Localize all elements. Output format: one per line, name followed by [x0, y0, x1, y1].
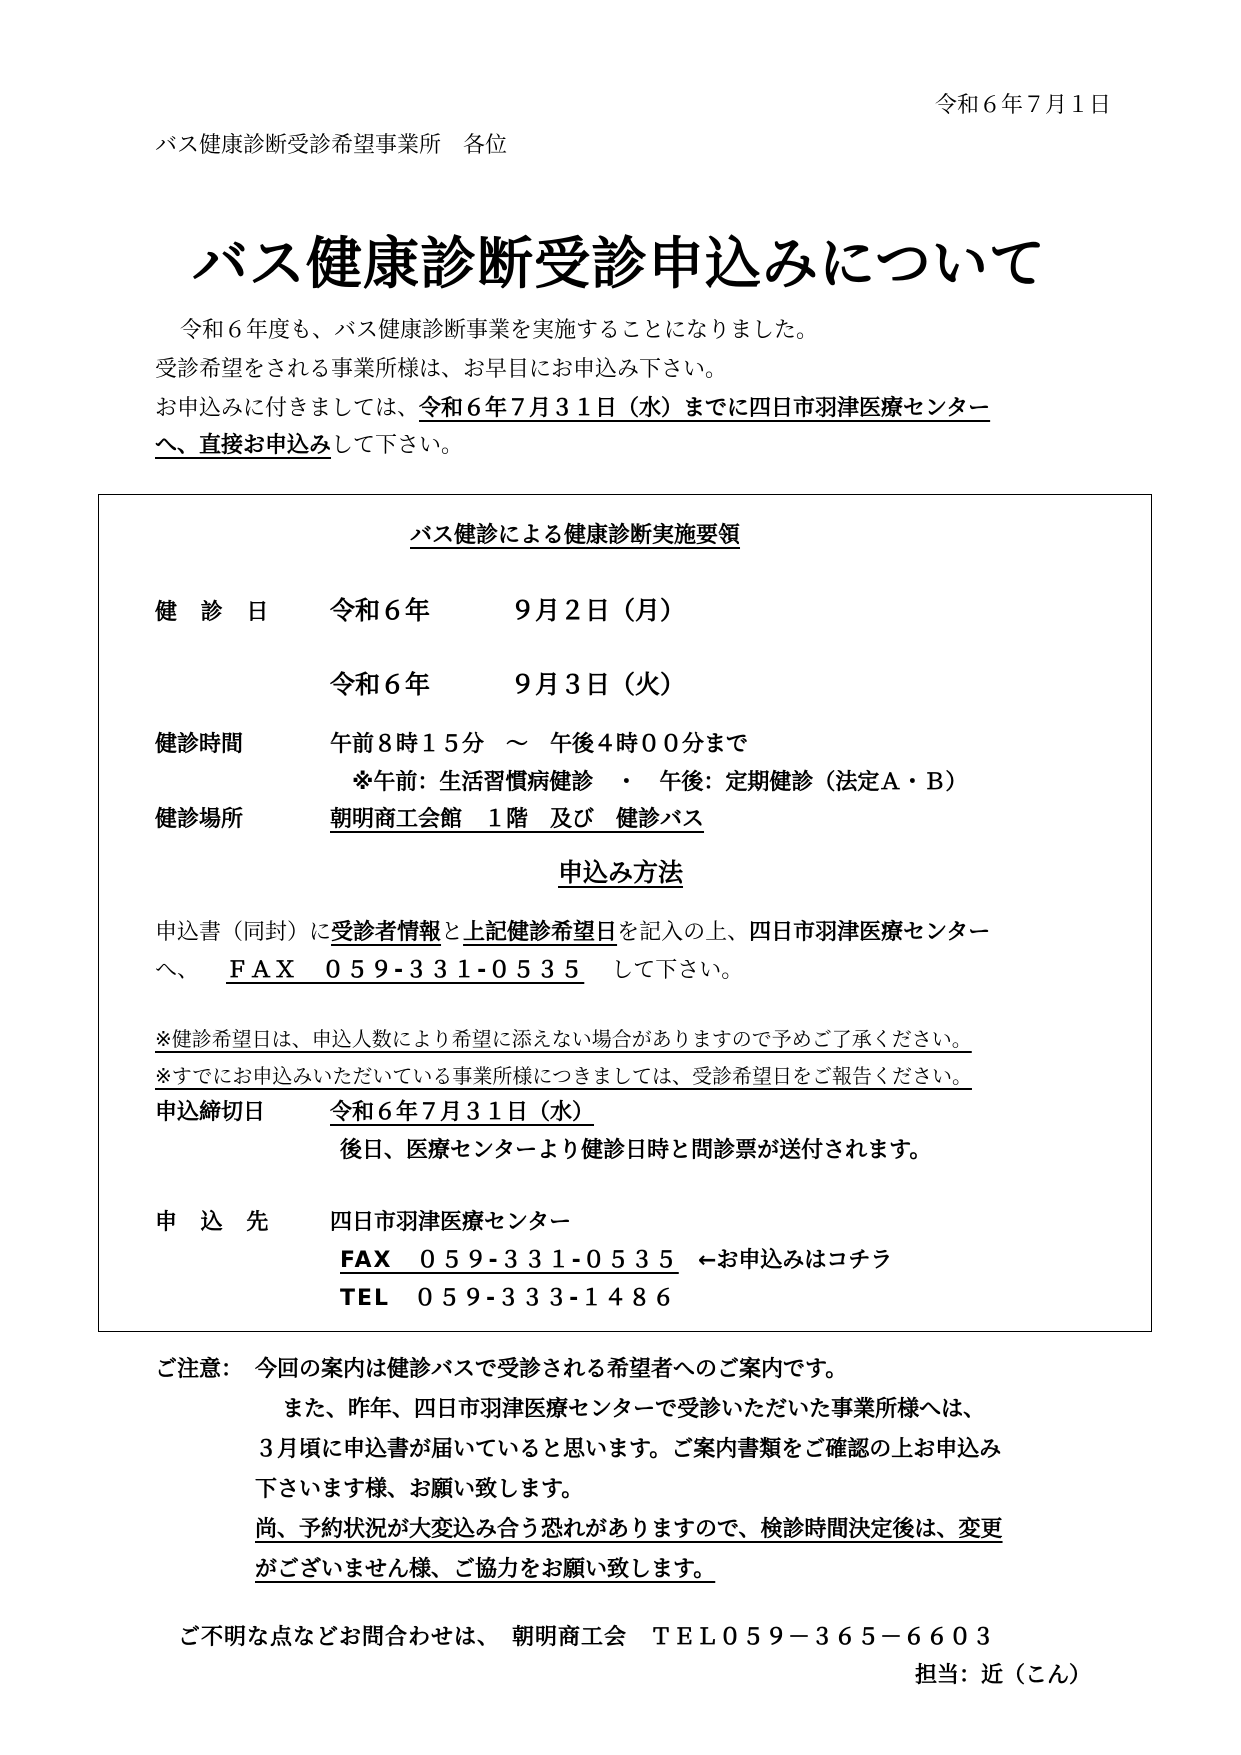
- exam-day-2-date: ９月３日（火）: [510, 670, 686, 699]
- notice-line-3: ３月頃に申込書が届いていると思います。ご案内書類をご確認の上お申込み: [255, 1437, 1002, 1462]
- method-center-name: 四日市羽津医療センター: [749, 920, 991, 945]
- intro-deadline-highlight: 令和６年７月３１日（水）までに四日市羽津医療センター: [419, 396, 991, 421]
- exam-place: 朝明商工会館 １階 及び 健診バス: [330, 807, 705, 832]
- exam-time-label: 健診時間: [155, 732, 244, 757]
- destination-name: 四日市羽津医療センター: [330, 1210, 572, 1235]
- exam-day-label: 健 診 日: [155, 600, 277, 625]
- destination-fax: FAX ０５９-３３１-０５３５: [340, 1248, 679, 1273]
- contact-person: 担当：近（こん）: [914, 1663, 1091, 1688]
- note-1: ※健診希望日は、申込人数により希望に添えない場合がありますので予めご了承ください。: [155, 1027, 972, 1051]
- document-date: 令和６年７月１日: [934, 93, 1111, 118]
- method-line-1: [155, 915, 990, 946]
- intro-line-3: [155, 391, 990, 422]
- intro-line-2: 受診希望をされる事業所様は、お早目にお申込み下さい。: [155, 357, 728, 382]
- exam-time-note: ※午前：生活習慣病健診 ・ 午後：定期健診（法定Ａ・Ｂ）: [352, 770, 968, 795]
- destination-fax-arrow: ←お申込みはコチラ: [698, 1248, 893, 1273]
- exam-day-1-date: ９月２日（月）: [510, 596, 686, 625]
- method-text-2: と: [441, 920, 464, 945]
- destination-tel: TEL ０５９-３３３-１４８６: [340, 1286, 677, 1311]
- method-line-2: [155, 953, 743, 984]
- method-line-2-prefix: へ、: [155, 958, 200, 983]
- exam-place-label: 健診場所: [155, 807, 244, 832]
- method-line-2-suffix: して下さい。: [611, 958, 744, 983]
- intro-line-4: [155, 428, 463, 459]
- notice-line-6: がございません様、ご協力をお願い致します。: [255, 1557, 716, 1582]
- notice-line-2: また、昨年、四日市羽津医療センターで受診いただいた事業所様へは、: [282, 1397, 986, 1422]
- method-applicant-info: 受診者情報: [331, 920, 442, 945]
- exam-day-1-year: 令和６年: [330, 596, 431, 625]
- method-desired-date: 上記健診希望日: [463, 920, 618, 945]
- contact-info: ご不明な点などお問合わせは、 朝明商工会 ＴＥＬ０５９－３６５－６６０３: [178, 1625, 996, 1650]
- exam-time: 午前８時１５分 ～ 午後４時００分まで: [330, 732, 749, 757]
- deadline-note: 後日、医療センターより健診日時と問診票が送付されます。: [340, 1138, 932, 1163]
- method-text-1: 申込書（同封）に: [155, 920, 332, 945]
- method-heading: 申込み方法: [558, 858, 684, 887]
- method-fax-number: ＦＡＸ ０５９-３３１-０５３５: [226, 958, 585, 983]
- addressee: バス健康診断受診希望事業所 各位: [155, 133, 508, 158]
- page-title: バス健康診断受診申込みについて: [192, 232, 1046, 297]
- intro-line-3-plain: お申込みに付きましては、: [155, 396, 420, 421]
- intro-line-1: 令和６年度も、バス健康診断事業を実施することになりました。: [180, 318, 819, 343]
- notice-line-1: 今回の案内は健診バスで受診される希望者へのご案内です。: [255, 1357, 848, 1382]
- box-heading: バス健診による健康診断実施要領: [410, 523, 741, 548]
- method-text-3: を記入の上、: [617, 920, 750, 945]
- intro-direct-apply-highlight: へ、直接お申込み: [155, 433, 332, 458]
- notice-line-5: 尚、予約状況が大変込み合う恐れがありますので、検診時間決定後は、変更: [255, 1517, 1003, 1542]
- note-2: ※すでにお申込みいただいている事業所様につきましては、受診希望日をご報告ください。: [155, 1064, 972, 1088]
- deadline-label: 申込締切日: [155, 1100, 266, 1125]
- exam-day-2-year: 令和６年: [330, 670, 431, 699]
- notice-label: ご注意：: [155, 1357, 244, 1382]
- notice-line-4: 下さいます様、お願い致します。: [255, 1477, 584, 1502]
- intro-line-4-plain: して下さい。: [331, 433, 464, 458]
- destination-label: 申 込 先: [155, 1210, 277, 1235]
- deadline-date: 令和６年７月３１日（水）: [330, 1100, 595, 1125]
